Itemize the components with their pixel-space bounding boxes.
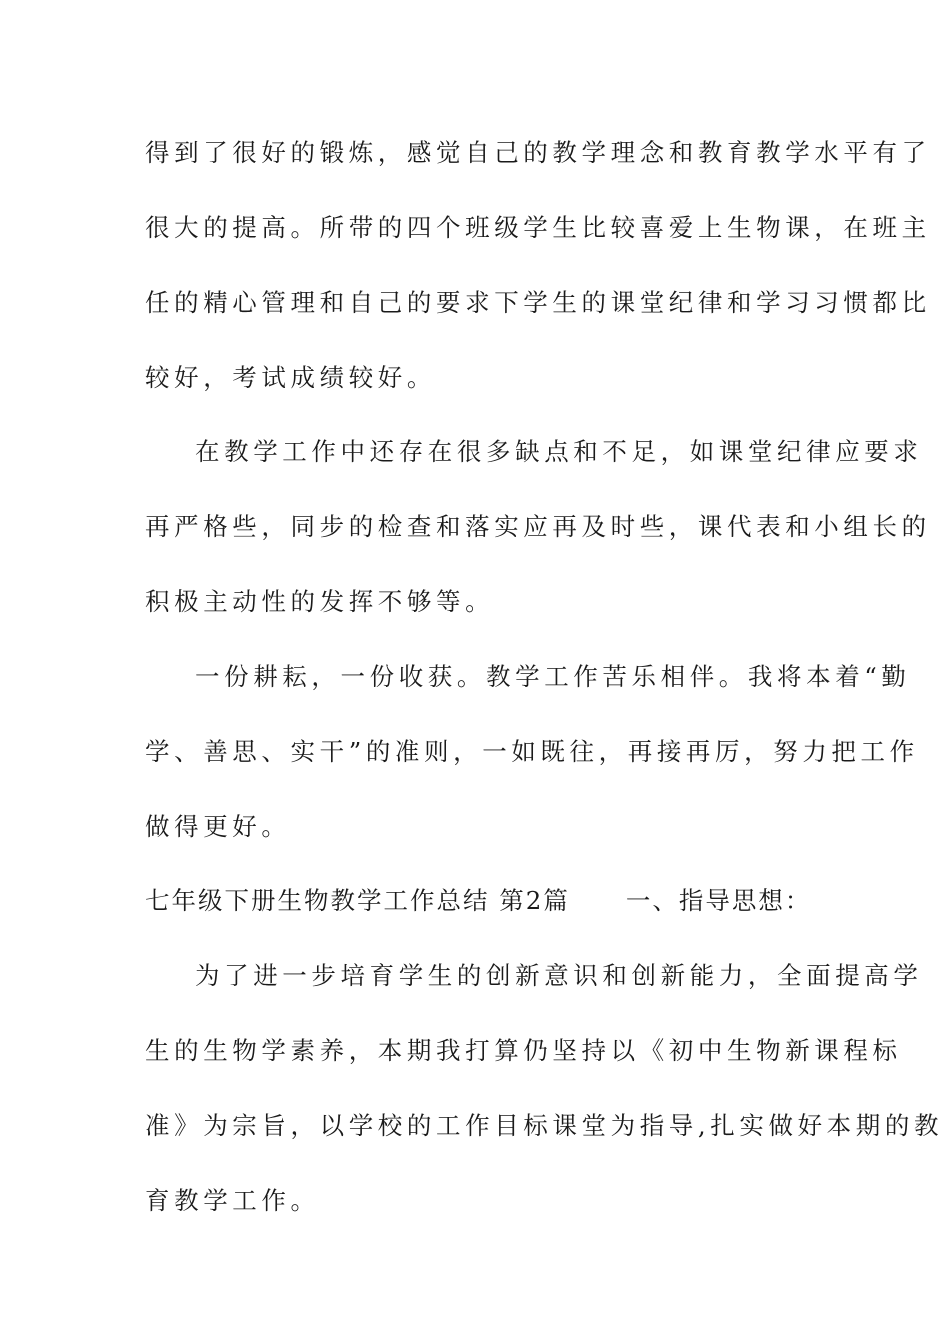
paragraph-line: 任的精心管理和自己的要求下学生的课堂纪律和学习习惯都比 [145,288,931,317]
paragraph-line: 积极主动性的发挥不够等。 [145,587,495,616]
paragraph-line: 在教学工作中还存在很多缺点和不足，如课堂纪律应要求 [195,437,923,466]
paragraph-line: 为了进一步培育学生的创新意识和创新能力，全面提高学 [195,961,923,990]
section-title: 一、指导思想： [625,886,812,915]
paragraph-line: 再严格些，同步的检查和落实应再及时些，课代表和小组长的 [145,512,931,541]
paragraph-line: 学、善思、实干”的准则，一如既往，再接再厉，努力把工作 [145,737,919,766]
paragraph-line: 准》为宗旨，以学校的工作目标课堂为指导,扎实做好本期的教 [145,1111,944,1140]
paragraph-line: 得到了很好的锻炼，感觉自己的教学理念和教育教学水平有了 [145,138,931,167]
paragraph-line: 做得更好。 [145,812,291,841]
paragraph-line: 一份耕耘，一份收获。教学工作苦乐相伴。我将本着“勤 [195,662,911,691]
paragraph-line: 很大的提高。所带的四个班级学生比较喜爱上生物课，在班主 [145,213,931,242]
paragraph-line: 生的生物学素养，本期我打算仍坚持以《初中生物新课程标 [145,1036,902,1065]
paragraph-line: 育教学工作。 [145,1186,320,1215]
paragraph-line: 较好，考试成绩较好。 [145,363,436,392]
document-title: 七年级下册生物教学工作总结 第2篇 [145,886,570,915]
section-heading [145,885,815,917]
